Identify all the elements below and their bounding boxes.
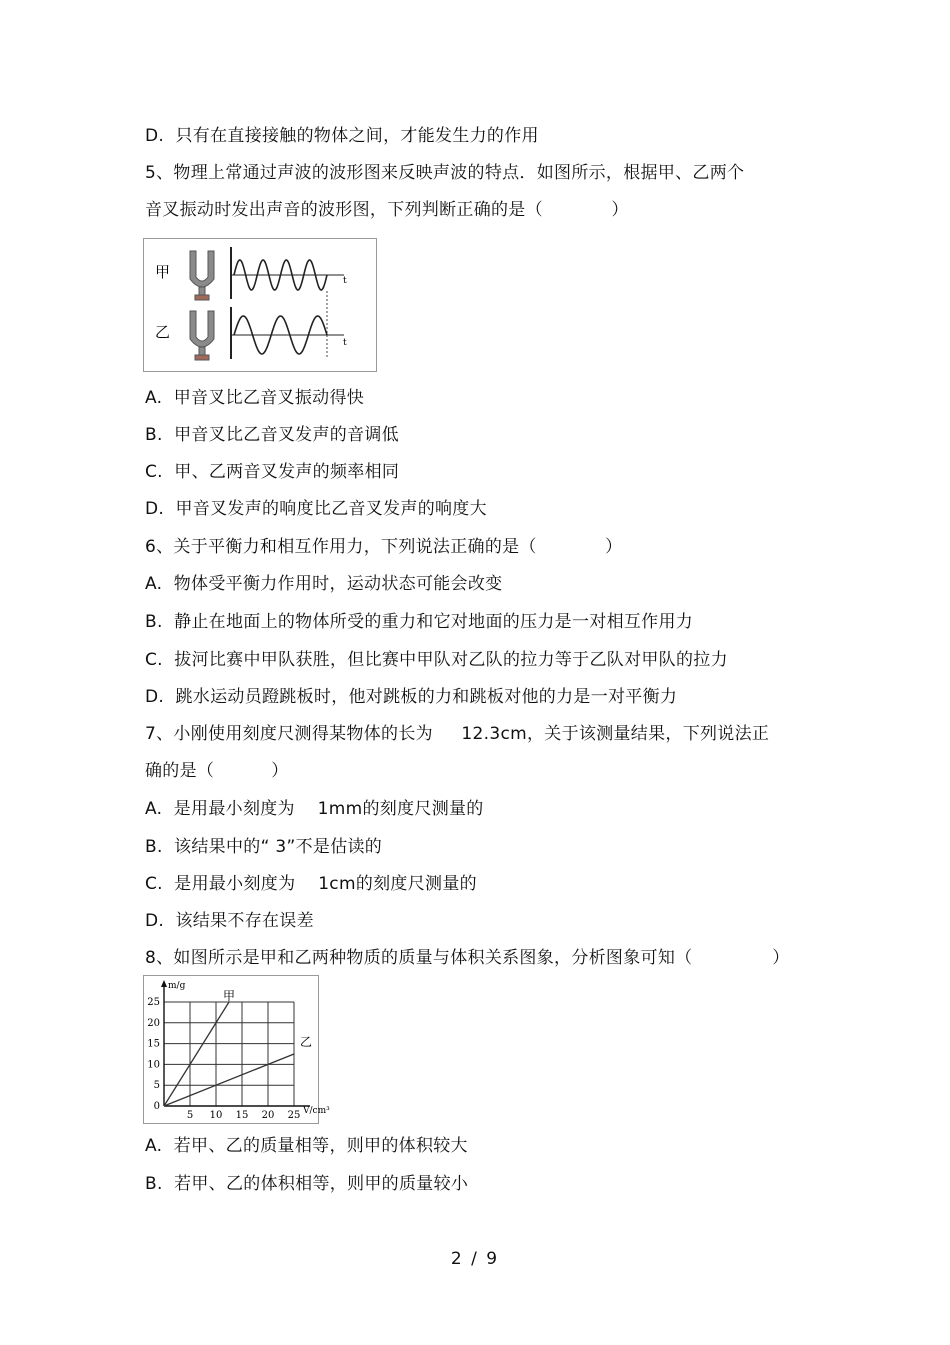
q8-option-b: B. 若甲、乙的体积相等，则甲的质量较小 (145, 1174, 469, 1194)
tuning-fork-jia-icon (190, 251, 214, 300)
page-number: 2 / 9 (450, 1249, 500, 1269)
y-axis-label: m/g (168, 981, 186, 991)
q6-option-d: D. 跳水运动员蹬跳板时，他对跳板的力和跳板对他的力是一对平衡力 (145, 687, 678, 707)
tuning-fork-waveform-figure (143, 238, 377, 372)
q7-option-b: B. 该结果中的“ 3”不是估读的 (145, 837, 383, 857)
q6-option-a: A. 物体受平衡力作用时，运动状态可能会改变 (145, 574, 503, 594)
y-tick-label: 5 (153, 1080, 160, 1092)
y-tick-label: 25 (147, 997, 160, 1008)
x-tick-label: 5 (186, 1110, 194, 1121)
mass-volume-chart-svg (144, 976, 330, 1123)
q7-stem-line1: 7、小刚使用刻度尺测得某物体的长为 12.3cm，关于该测量结果，下列说法正 (145, 724, 770, 744)
x-axis-label: V/cm³ (303, 1106, 330, 1116)
yi-axis-t-label: t (343, 338, 347, 348)
x-tick-label: 10 (209, 1110, 223, 1121)
y-tick-label: 0 (153, 1101, 160, 1112)
q8-option-a: A. 若甲、乙的质量相等，则甲的体积较大 (145, 1136, 468, 1156)
tuning-fork-yi-icon (190, 311, 214, 360)
q5-option-d: D. 甲音叉发声的响度比乙音叉发声的响度大 (145, 499, 487, 519)
q5-stem-line1: 5、物理上常通过声波的波形图来反映声波的特点．如图所示，根据甲、乙两个 (145, 163, 745, 183)
q5-option-a: A. 甲音叉比乙音叉振动得快 (145, 388, 365, 408)
series-label-yi: 乙 (300, 1035, 313, 1049)
y-tick-label: 15 (147, 1038, 160, 1050)
q7-option-c: C. 是用最小刻度为 1cm的刻度尺测量的 (145, 874, 477, 894)
q7-stem-line2: 确的是（ ） (145, 761, 289, 781)
mass-volume-chart (143, 975, 330, 1124)
q5-stem-line2: 音叉振动时发出声音的波形图，下列判断正确的是（ ） (145, 200, 629, 220)
x-tick-label: 25 (287, 1110, 301, 1121)
y-axis-arrow (161, 980, 167, 987)
q7-option-d: D. 该结果不存在误差 (145, 911, 314, 931)
q6-option-b: B. 静止在地面上的物体所受的重力和它对地面的压力是一对相互作用力 (145, 612, 694, 632)
label-yi: 乙 (155, 323, 171, 341)
label-jia: 甲 (155, 263, 171, 281)
q7-option-a: A. 是用最小刻度为 1mm的刻度尺测量的 (145, 799, 484, 819)
series-line-yi (164, 1054, 294, 1106)
q5-option-b: B. 甲音叉比乙音叉发声的音调低 (145, 425, 399, 445)
q4-option-d: D. 只有在直接接触的物体之间，才能发生力的作用 (145, 126, 539, 146)
jia-axis-t-label: t (343, 276, 347, 286)
series-line-jia (164, 1002, 229, 1106)
q6-stem: 6、关于平衡力和相互作用力，下列说法正确的是（ ） (145, 537, 623, 557)
q8-stem: 8、如图所示是甲和乙两种物质的质量与体积关系图象，分析图象可知（ ） (145, 948, 790, 968)
y-tick-label: 20 (147, 1017, 160, 1029)
x-tick-label: 15 (235, 1110, 249, 1121)
y-tick-label: 10 (147, 1059, 160, 1071)
q6-option-c: C. 拔河比赛中甲队获胜，但比赛中甲队对乙队的拉力等于乙队对甲队的拉力 (145, 650, 728, 670)
tuning-fork-waveform-svg (144, 239, 376, 371)
series-label-jia: 甲 (223, 989, 236, 1003)
q5-option-c: C. 甲、乙两音叉发声的频率相同 (145, 462, 400, 482)
x-tick-label: 20 (261, 1110, 275, 1121)
